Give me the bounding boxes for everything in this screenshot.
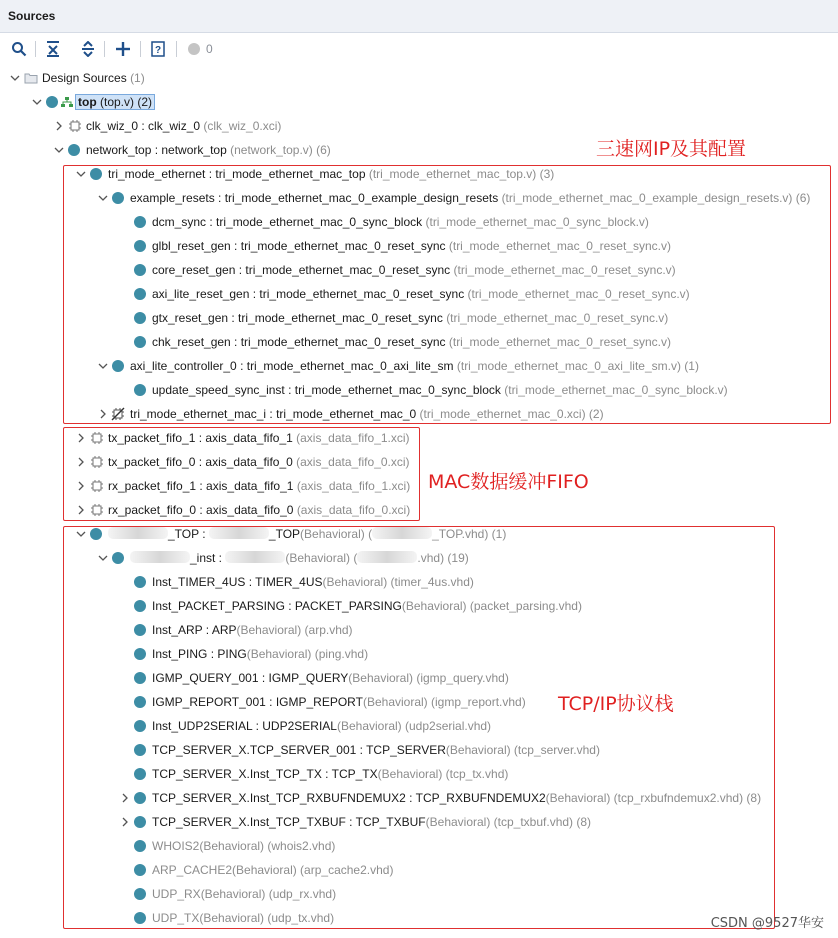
redacted-text [357, 551, 417, 563]
module-status-icon [134, 840, 146, 852]
module-status-icon [134, 312, 146, 324]
chevron-right-icon[interactable] [54, 121, 64, 131]
tree-node-label: TCP_SERVER_X.Inst_TCP_RXBUFNDEMUX2 : TCP_RXBUFNDEMUX2(Behavioral) (tcp_rxbufndemux2.vhd) (8) [152, 791, 762, 805]
locked-ip-core-icon [111, 407, 125, 421]
tree-node-label: _inst : (Behavioral) ( .vhd) (19) [130, 551, 469, 565]
ip-core-icon [90, 479, 104, 493]
tree-node[interactable] [0, 258, 838, 282]
module-status-icon [112, 192, 124, 204]
svg-text:?: ? [154, 45, 162, 56]
tree-node-label: dcm_sync : tri_mode_ethernet_mac_0_sync_block (tri_mode_ethernet_mac_0_sync_block.v) [152, 215, 649, 229]
tree-node-design-sources[interactable] [0, 66, 838, 90]
module-status-icon [134, 624, 146, 636]
chevron-down-icon[interactable] [98, 361, 108, 371]
tree-node[interactable] [0, 378, 838, 402]
tree-node-label: tx_packet_fifo_0 : axis_data_fifo_0 (axis_data_fifo_0.xci) [108, 455, 410, 469]
tree-node-label: top (top.v) (2) [78, 95, 155, 109]
chevron-right-icon[interactable] [76, 505, 86, 515]
module-status-icon [134, 648, 146, 660]
chevron-down-icon[interactable] [76, 529, 86, 539]
tree-node-label: core_reset_gen : tri_mode_ethernet_mac_0_reset_sync (tri_mode_ethernet_mac_0_reset_sync.v) [152, 263, 676, 277]
module-status-icon [134, 864, 146, 876]
toolbar-separator [176, 41, 177, 57]
chevron-right-icon[interactable] [76, 433, 86, 443]
tree-node[interactable] [0, 426, 838, 450]
module-status-icon [134, 384, 146, 396]
ip-core-icon [90, 455, 104, 469]
chevron-down-icon[interactable] [76, 169, 86, 179]
tree-node[interactable] [0, 738, 838, 762]
toolbar-separator [35, 41, 36, 57]
tree-node[interactable] [0, 858, 838, 882]
tree-node-label: tri_mode_ethernet : tri_mode_ethernet_mac_top (tri_mode_ethernet_mac_top.v) (3) [108, 167, 555, 181]
chevron-down-icon[interactable] [10, 73, 20, 83]
module-status-icon [134, 240, 146, 252]
status-circle-icon [185, 40, 203, 58]
tree-node[interactable] [0, 186, 838, 210]
tree-node[interactable] [0, 162, 838, 186]
tree-node-label: tri_mode_ethernet_mac_i : tri_mode_ethernet_mac_0 (tri_mode_ethernet_mac_0.xci) (2) [130, 407, 604, 421]
module-status-icon [134, 336, 146, 348]
tree-node-label: UDP_RX(Behavioral) (udp_rx.vhd) [152, 887, 337, 901]
module-status-icon [134, 768, 146, 780]
module-status-icon [68, 144, 80, 156]
tree-node-label: update_speed_sync_inst : tri_mode_ethernet_mac_0_sync_block (tri_mode_ethernet_mac_0_sync_block.v) [152, 383, 728, 397]
tree-node[interactable] [0, 282, 838, 306]
tree-node[interactable] [0, 474, 838, 498]
module-status-icon [134, 696, 146, 708]
chevron-right-icon[interactable] [120, 793, 130, 803]
tree-node-label: _TOP : _TOP(Behavioral) ( _TOP.vhd) (1) [108, 527, 506, 541]
tree-node[interactable] [0, 354, 838, 378]
tree-node-label: TCP_SERVER_X.Inst_TCP_TXBUF : TCP_TXBUF(Behavioral) (tcp_txbuf.vhd) (8) [152, 815, 592, 829]
chevron-down-icon[interactable] [32, 97, 42, 107]
tree-node-label: rx_packet_fifo_1 : axis_data_fifo_1 (axis_data_fifo_1.xci) [108, 479, 411, 493]
tree-node-label: TCP_SERVER_X.Inst_TCP_TX : TCP_TX(Behavioral) (tcp_tx.vhd) [152, 767, 509, 781]
module-status-icon [134, 744, 146, 756]
tree-node-top[interactable] [0, 90, 838, 114]
collapse-all-icon[interactable] [44, 40, 62, 58]
tree-node[interactable] [0, 402, 838, 426]
tree-node-label: Inst_PACKET_PARSING : PACKET_PARSING(Behavioral) (packet_parsing.vhd) [152, 599, 582, 613]
tree-node[interactable] [0, 498, 838, 522]
help-icon[interactable] [149, 40, 167, 58]
tree-node[interactable] [0, 618, 838, 642]
module-status-icon [112, 552, 124, 564]
watermark: CSDN @9527华安 [710, 916, 824, 931]
tree-node[interactable] [0, 114, 838, 138]
ip-core-icon [90, 431, 104, 445]
toolbar-separator [104, 41, 105, 57]
module-status-icon [134, 576, 146, 588]
redacted-text [225, 551, 285, 563]
module-status-icon [134, 888, 146, 900]
tree-node-label: IGMP_QUERY_001 : IGMP_QUERY(Behavioral) (igmp_query.vhd) [152, 671, 509, 685]
tree-node[interactable] [0, 234, 838, 258]
module-status-icon [134, 672, 146, 684]
expand-all-icon[interactable] [79, 40, 97, 58]
tree-node[interactable] [0, 882, 838, 906]
chevron-down-icon[interactable] [98, 193, 108, 203]
chevron-down-icon[interactable] [54, 145, 64, 155]
status-count: 0 [206, 42, 213, 56]
tree-node[interactable] [0, 306, 838, 330]
tree-node-label: chk_reset_gen : tri_mode_ethernet_mac_0_reset_sync (tri_mode_ethernet_mac_0_reset_sync.v) [152, 335, 671, 349]
tree-node-label: TCP_SERVER_X.TCP_SERVER_001 : TCP_SERVER(Behavioral) (tcp_server.vhd) [152, 743, 600, 757]
tree-node[interactable] [0, 546, 838, 570]
ip-core-icon [68, 119, 82, 133]
chevron-right-icon[interactable] [120, 817, 130, 827]
annotation-tri-speed-label: 三速网IP及其配置 [596, 138, 747, 160]
module-status-icon [134, 720, 146, 732]
tree-node-label: rx_packet_fifo_0 : axis_data_fifo_0 (axis_data_fifo_0.xci) [108, 503, 411, 517]
tree-node-label: IGMP_REPORT_001 : IGMP_REPORT(Behavioral) (igmp_report.vhd) [152, 695, 526, 709]
tree-node-label: glbl_reset_gen : tri_mode_ethernet_mac_0_reset_sync (tri_mode_ethernet_mac_0_reset_sync.v) [152, 239, 671, 253]
annotation-tcpip-label: TCP/IP协议栈 [558, 693, 674, 715]
redacted-text [130, 551, 190, 563]
redacted-text [108, 527, 168, 539]
hierarchy-top-icon [60, 95, 74, 109]
tree-node-label: Inst_TIMER_4US : TIMER_4US(Behavioral) (timer_4us.vhd) [152, 575, 474, 589]
module-status-icon [134, 600, 146, 612]
tree-node-label: clk_wiz_0 : clk_wiz_0 (clk_wiz_0.xci) [86, 119, 282, 133]
tree-node[interactable] [0, 138, 838, 162]
module-status-icon [112, 360, 124, 372]
tree-node-label: WHOIS2(Behavioral) (whois2.vhd) [152, 839, 336, 853]
tree-node[interactable] [0, 762, 838, 786]
tree-node[interactable] [0, 210, 838, 234]
tree-node-label: network_top : network_top (network_top.v) (6) [86, 143, 331, 157]
ip-core-icon [90, 503, 104, 517]
tree-node-label: tx_packet_fifo_1 : axis_data_fifo_1 (axis_data_fifo_1.xci) [108, 431, 410, 445]
tree-node-label: axi_lite_controller_0 : tri_mode_ethernet_mac_0_axi_lite_sm (tri_mode_ethernet_mac_0_axi_lite_sm.v) (1) [130, 359, 699, 373]
tree-node-label: UDP_TX(Behavioral) (udp_tx.vhd) [152, 911, 335, 925]
folder-icon [24, 71, 38, 85]
tree-node-label: ARP_CACHE2(Behavioral) (arp_cache2.vhd) [152, 863, 394, 877]
tree-node-label: Design Sources (1) [42, 71, 145, 85]
chevron-right-icon[interactable] [76, 481, 86, 491]
toolbar-separator [140, 41, 141, 57]
tree-node-label: Inst_UDP2SERIAL : UDP2SERIAL(Behavioral) (udp2serial.vhd) [152, 719, 492, 733]
tree-node[interactable] [0, 570, 838, 594]
module-status-icon [134, 792, 146, 804]
module-status-icon [134, 912, 146, 924]
tree-node-label: example_resets : tri_mode_ethernet_mac_0_example_design_resets (tri_mode_ethernet_mac_0_example_design_resets.v) (6) [130, 191, 811, 205]
module-status-icon [90, 528, 102, 540]
tree-node[interactable] [0, 594, 838, 618]
module-status-icon [46, 96, 58, 108]
module-status-icon [134, 288, 146, 300]
tree-node[interactable] [0, 666, 838, 690]
redacted-text [209, 527, 269, 539]
tree-node[interactable] [0, 714, 838, 738]
annotation-mac-fifo-label: MAC数据缓冲FIFO [428, 471, 589, 493]
tree-node-label: Inst_PING : PING(Behavioral) (ping.vhd) [152, 647, 369, 661]
module-status-icon [134, 816, 146, 828]
module-status-icon [134, 216, 146, 228]
tree-node[interactable] [0, 834, 838, 858]
tree-node[interactable] [0, 522, 838, 546]
tree-node[interactable] [0, 450, 838, 474]
panel-header [0, 0, 838, 33]
tree-node[interactable] [0, 642, 838, 666]
tree-node[interactable] [0, 330, 838, 354]
tree-node[interactable] [0, 786, 838, 810]
search-icon[interactable] [10, 40, 28, 58]
tree-node[interactable] [0, 690, 838, 714]
add-icon[interactable] [114, 40, 132, 58]
chevron-right-icon[interactable] [76, 457, 86, 467]
tree-node-label: gtx_reset_gen : tri_mode_ethernet_mac_0_reset_sync (tri_mode_ethernet_mac_0_reset_sync.v) [152, 311, 669, 325]
redacted-text [372, 527, 432, 539]
module-status-icon [134, 264, 146, 276]
chevron-right-icon[interactable] [98, 409, 108, 419]
module-status-icon [90, 168, 102, 180]
panel-title: Sources [8, 9, 56, 23]
tree-node-label: Inst_ARP : ARP(Behavioral) (arp.vhd) [152, 623, 353, 637]
tree-node[interactable] [0, 810, 838, 834]
toolbar [0, 33, 838, 65]
chevron-down-icon[interactable] [98, 553, 108, 563]
tree-node-label: axi_lite_reset_gen : tri_mode_ethernet_mac_0_reset_sync (tri_mode_ethernet_mac_0_reset_sync.v) [152, 287, 690, 301]
